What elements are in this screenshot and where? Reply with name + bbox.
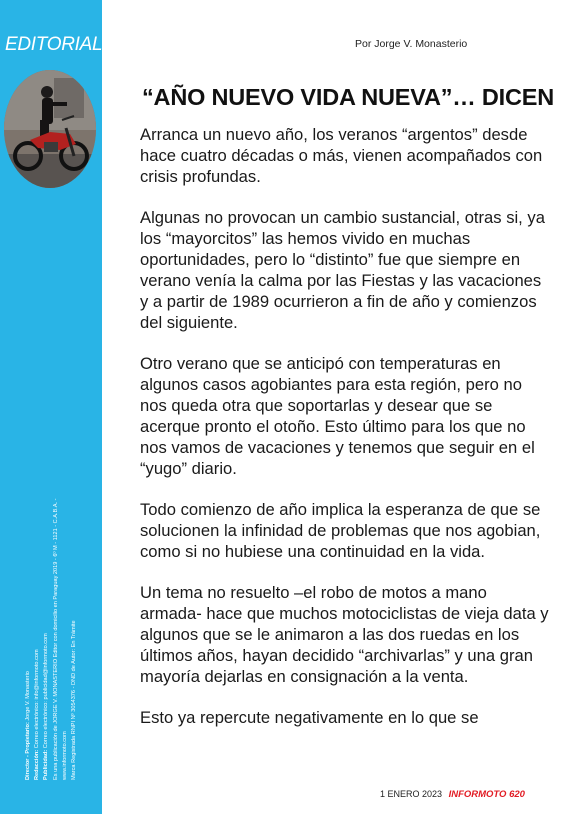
paragraph: Arranca un nuevo año, los veranos “argentos” desde hace cuatro décadas o más, vienen acompañados con crisis profundas.	[140, 125, 543, 186]
page-footer	[380, 789, 525, 800]
paragraph: Algunas no provocan un cambio sustancial, otras si, ya los “mayorcitos” las hemos vivido en muchas oportunidades, pero lo “distinto” fue que siempre en verano venía la calma por las Fiestas y las vacaciones y a partir de 1989 ocurrieron a fin de año y comienzos del siguiente.	[140, 208, 545, 332]
credits-redaccion: Redacción: Correo electrónico: info@informoto.com	[34, 649, 41, 780]
credits-publicidad: Publicidad: Correo electrónico: publicidad@informoto.com	[43, 633, 50, 780]
article-body	[140, 124, 550, 748]
author-motorcycle-image	[4, 70, 96, 188]
credits-trademark: Marca Registrada RNPI Nº 3054376 - DND de Autor: En Trámite	[71, 620, 78, 780]
credits-website: www.informoto.com	[61, 731, 68, 780]
issue-date: 1 ENERO 2023	[380, 789, 443, 799]
credits-publisher: Es una publicación de JORGE V. MONASTERIO Editor con domicilio en Paraguay 2019 - 6º M - 1121 - C.A.B.A. -	[52, 498, 59, 780]
brand-logo: INFORMOTO 620	[448, 789, 525, 800]
paragraph: Un tema no resuelto –el robo de motos a mano armada- hace que muchos motociclistas de vieja data y algunos que se le animaron a las dos ruedas en los últimos años, hayan decidido “archivarlas” y una gran mayoría dejarlas en consignación a la venta.	[140, 583, 549, 686]
author-photo	[4, 70, 96, 188]
sidebar	[0, 0, 102, 814]
publication-credits	[24, 320, 79, 780]
credits-director: Director - Propietario: Jorge V. Monasterio	[25, 671, 31, 780]
headline: “AÑO NUEVO VIDA NUEVA”… DICEN	[142, 84, 555, 110]
paragraph: Esto ya repercute negativamente en lo que se	[140, 708, 479, 727]
paragraph: Otro verano que se anticipó con temperaturas en algunos casos agobiantes para esta región, pero no nos queda otra que soportarlas y desear que se acerque pronto el otoño. Esto último para los que no nos vamos de vacaciones y tenemos que seguir en el “yugo” diario.	[140, 354, 535, 478]
paragraph: Todo comienzo de año implica la esperanza de que se solucionen la infinidad de problemas que nos agobian, como si no hubiese una continuidad en la vida.	[140, 500, 541, 561]
byline: Por Jorge V. Monasterio	[355, 38, 468, 50]
section-label: EDITORIAL	[5, 34, 103, 55]
